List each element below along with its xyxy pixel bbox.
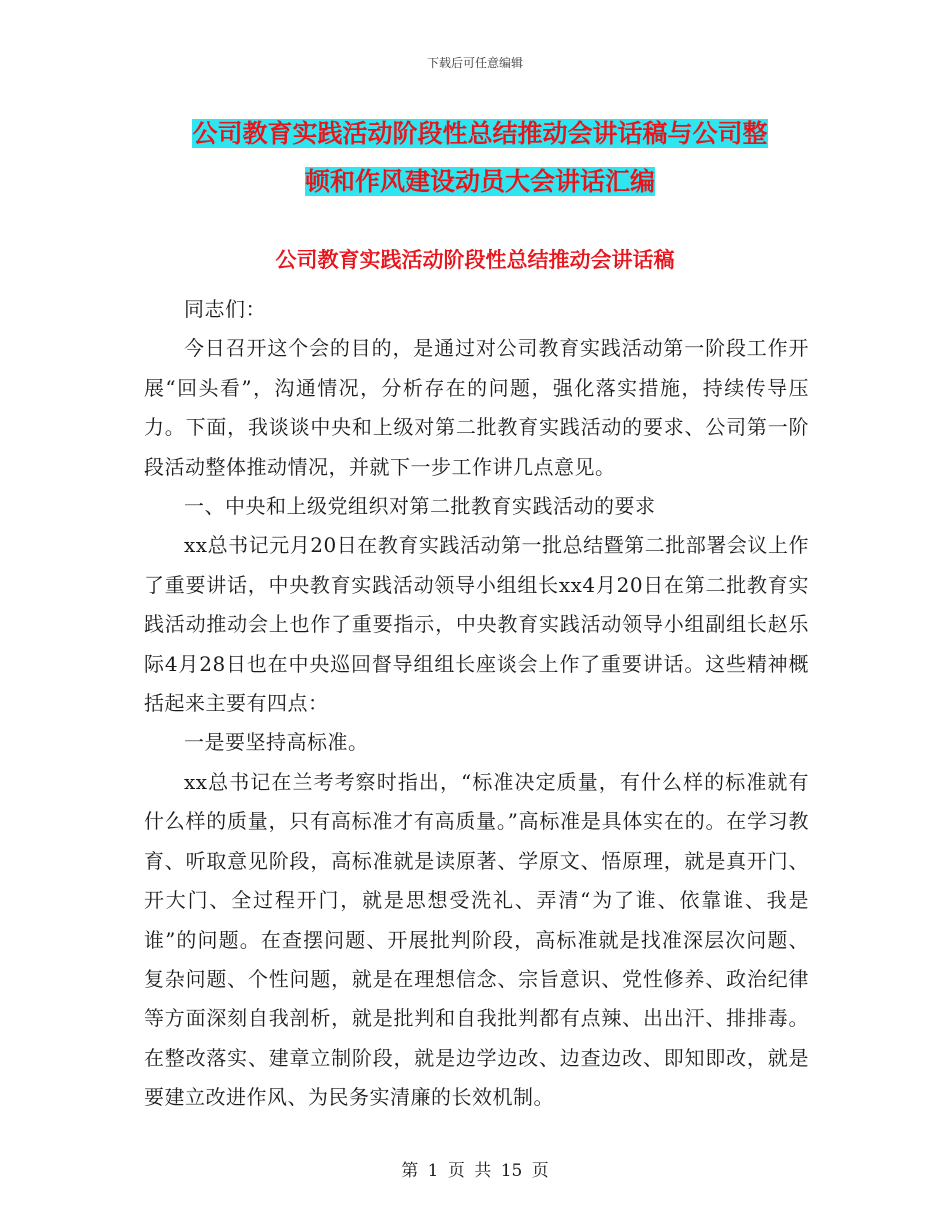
paragraph-intro: 今日召开这个会的目的，是通过对公司教育实践活动第一阶段工作开展“回头看”，沟通情况，分析存在的问题，强化落实措施，持续传导压力。下面，我谈谈中央和上级对第二批教育实践活动的要求、公司第一阶段活动整体推动情况，并就下一步工作讲几点意见。 bbox=[144, 336, 809, 479]
document-title bbox=[140, 110, 820, 206]
paragraph-speech-summary: xx总书记元月20日在教育实践活动第一批总结暨第二批部署会议上作了重要讲话，中央教育实践活动领导小组组长xx4月20日在第二批教育实践活动推动会上也作了重要指示，中央教育实践活动领导小组副组长赵乐际4月28日也在中央巡回督导组组长座谈会上作了重要讲话。这些精神概括起来主要有四点： bbox=[144, 533, 809, 716]
paragraph-point-1: 一是要坚持高标准。 bbox=[184, 730, 369, 755]
page-number: 第 1 页 共 15 页 bbox=[401, 1161, 549, 1181]
paragraph-high-standard: xx总书记在兰考考察时指出，“标准决定质量，有什么样的标准就有什么样的质量，只有高标准才有高质量。”高标准是具体实在的。在学习教育、听取意见阶段，高标准就是读原著、学原文、悟原理，就是真开门、开大门、全过程开门，就是思想受洗礼、弄清“为了谁、依靠谁、我是谁”的问题。在查摆问题、开展批判阶段，高标准就是找准深层次问题、复杂问题、个性问题，就是在理想信念、宗旨意识、党性修养、政治纪律等方面深刻自我剖析，就是批判和自我批判都有点辣、出出汗、排排毒。在整改落实、建章立制阶段，就是边学边改、边查边改、即知即改，就是要建立改进作风、为民务实清廉的长效机制。 bbox=[144, 769, 809, 1110]
document-title-line-2: 顿和作风建设动员大会讲话汇编 bbox=[304, 167, 655, 196]
section-title: 公司教育实践活动阶段性总结推动会讲话稿 bbox=[275, 247, 675, 272]
header-note: 下载后可任意编辑 bbox=[426, 56, 523, 70]
paragraph-salutation: 同志们： bbox=[184, 297, 266, 321]
paragraph-heading-1: 一、中央和上级党组织对第二批教育实践活动的要求 bbox=[184, 494, 656, 519]
document-title-line-1: 公司教育实践活动阶段性总结推动会讲话稿与公司整 bbox=[192, 119, 768, 148]
document-body bbox=[144, 290, 809, 1118]
